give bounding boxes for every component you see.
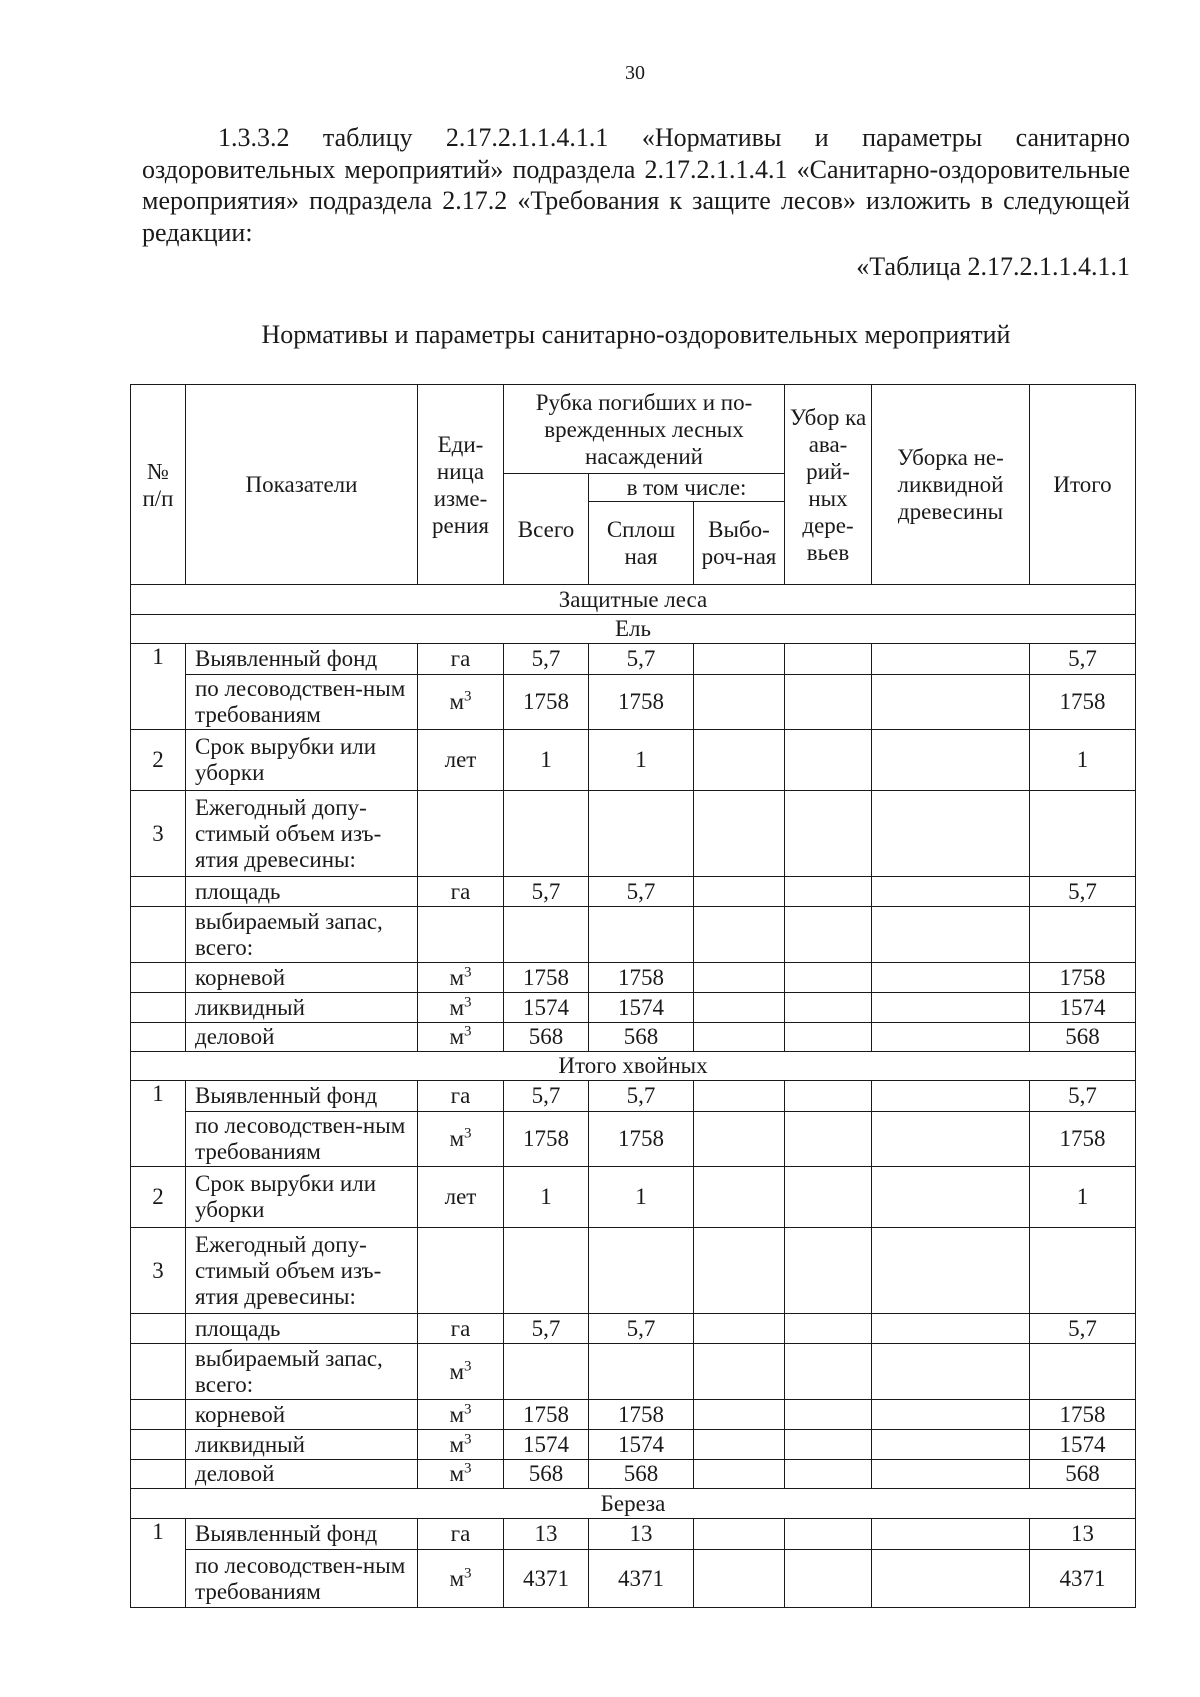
value-cell: 1758 [1030, 1112, 1136, 1167]
empty-cell [1030, 791, 1136, 877]
empty-cell [694, 907, 785, 963]
empty-cell [694, 1112, 785, 1167]
empty-cell [589, 1228, 694, 1314]
empty-cell [131, 1430, 186, 1460]
header-clear: Сплош ная [589, 502, 694, 585]
empty-cell [589, 1344, 694, 1400]
empty-cell [694, 730, 785, 791]
section-spruce: Ель [131, 615, 1136, 644]
table-title: Нормативы и параметры санитарно-оздоровительных мероприятий [261, 320, 1011, 349]
value-cell: 5,7 [589, 1081, 694, 1112]
value-cell: 13 [589, 1519, 694, 1550]
value-cell: 1758 [589, 675, 694, 730]
row-number: 3 [131, 1228, 186, 1314]
empty-cell [872, 1081, 1030, 1112]
unit-cell: $м^3$ [418, 993, 504, 1023]
row-number: 2 [131, 730, 186, 791]
indicator-label: по лесоводствен-ным требованиям [186, 675, 418, 730]
empty-cell [872, 1460, 1030, 1489]
empty-cell [131, 1344, 186, 1400]
value-cell: 1758 [504, 963, 589, 993]
empty-cell [131, 877, 186, 907]
value-cell: 1758 [504, 1400, 589, 1430]
section-conifers: Итого хвойных [131, 1052, 1136, 1081]
empty-cell [785, 675, 872, 730]
header-num: № п/п [131, 385, 186, 585]
empty-cell [872, 1167, 1030, 1228]
value-cell: 5,7 [504, 877, 589, 907]
empty-cell [131, 1460, 186, 1489]
value-cell: 568 [1030, 1023, 1136, 1052]
empty-cell [694, 791, 785, 877]
value-cell: 1574 [1030, 993, 1136, 1023]
unit-cell: га [418, 877, 504, 907]
header-including: в том числе: [589, 474, 785, 502]
value-cell: 1 [504, 1167, 589, 1228]
value-cell: 1574 [1030, 1430, 1136, 1460]
empty-cell [872, 791, 1030, 877]
empty-cell [694, 1167, 785, 1228]
empty-cell [872, 1228, 1030, 1314]
value-cell: 1758 [589, 1400, 694, 1430]
indicator-label: Выявленный фонд [186, 1519, 418, 1550]
empty-cell [872, 1519, 1030, 1550]
value-cell: 1 [589, 730, 694, 791]
value-cell: 1 [589, 1167, 694, 1228]
indicator-label: Срок вырубки или уборки [186, 1167, 418, 1228]
empty-cell [1030, 1228, 1136, 1314]
header-emergency: Убор ка ава-рий-ных дере-вьев [785, 385, 872, 585]
empty-cell [785, 1400, 872, 1430]
value-cell: 1758 [1030, 963, 1136, 993]
empty-cell [131, 1314, 186, 1344]
empty-cell [785, 1112, 872, 1167]
unit-cell: га [418, 1081, 504, 1112]
unit-cell: $м^3$ [418, 1023, 504, 1052]
empty-cell [785, 730, 872, 791]
empty-cell [131, 907, 186, 963]
empty-cell [1030, 907, 1136, 963]
indicator-label: Срок вырубки или уборки [186, 730, 418, 791]
row-number: 2 [131, 1167, 186, 1228]
value-cell: 1758 [504, 675, 589, 730]
empty-cell [418, 907, 504, 963]
table-label: «Таблица 2.17.2.1.1.4.1.1 [856, 252, 1130, 281]
indicator-label: по лесоводствен-ным требованиям [186, 1550, 418, 1608]
empty-cell [785, 1460, 872, 1489]
empty-cell [872, 1550, 1030, 1608]
header-total: Итого [1030, 385, 1136, 585]
value-cell: 5,7 [589, 644, 694, 675]
value-cell: 568 [1030, 1460, 1136, 1489]
page-number: 30 [625, 62, 645, 84]
unit-cell: $м^3$ [418, 963, 504, 993]
unit-cell: лет [418, 730, 504, 791]
empty-cell [694, 1314, 785, 1344]
empty-cell [131, 963, 186, 993]
indicator-label: деловой [186, 1023, 418, 1052]
empty-cell [694, 993, 785, 1023]
empty-cell [785, 1344, 872, 1400]
header-felling-group: Рубка погибших и по-врежденных лесных насаждений [504, 385, 785, 474]
empty-cell [872, 730, 1030, 791]
unit-cell: га [418, 644, 504, 675]
value-cell: 568 [504, 1460, 589, 1489]
indicator-label: ликвидный [186, 1430, 418, 1460]
empty-cell [504, 791, 589, 877]
empty-cell [694, 1460, 785, 1489]
section-birch: Береза [131, 1489, 1136, 1519]
value-cell: 5,7 [589, 877, 694, 907]
empty-cell [504, 1344, 589, 1400]
unit-cell: $м^3$ [418, 675, 504, 730]
indicator-label: ликвидный [186, 993, 418, 1023]
empty-cell [785, 644, 872, 675]
empty-cell [872, 993, 1030, 1023]
unit-cell: $м^3$ [418, 1550, 504, 1608]
empty-cell [694, 1550, 785, 1608]
empty-cell [694, 877, 785, 907]
empty-cell [872, 877, 1030, 907]
value-cell: 4371 [1030, 1550, 1136, 1608]
empty-cell [785, 963, 872, 993]
value-cell: 1758 [504, 1112, 589, 1167]
empty-cell [131, 993, 186, 1023]
empty-cell [694, 1519, 785, 1550]
empty-cell [785, 1430, 872, 1460]
value-cell: 5,7 [1030, 1081, 1136, 1112]
empty-cell [785, 1023, 872, 1052]
indicator-label: корневой [186, 1400, 418, 1430]
value-cell: 5,7 [504, 644, 589, 675]
empty-cell [694, 1344, 785, 1400]
header-indicator: Показатели [186, 385, 418, 585]
unit-cell: га [418, 1314, 504, 1344]
section-protective: Защитные леса [131, 585, 1136, 615]
unit-cell: $м^3$ [418, 1400, 504, 1430]
empty-cell [694, 1400, 785, 1430]
empty-cell [785, 1550, 872, 1608]
empty-cell [1030, 1344, 1136, 1400]
value-cell: 1574 [504, 993, 589, 1023]
value-cell: 568 [504, 1023, 589, 1052]
value-cell: 13 [1030, 1519, 1136, 1550]
row-number: 1 [131, 1519, 186, 1608]
indicator-label: Ежегодный допу-стимый объем изъ-ятия древесины: [186, 1228, 418, 1314]
header-unit: Еди-ница изме-рения [418, 385, 504, 585]
empty-cell [589, 791, 694, 877]
value-cell: 13 [504, 1519, 589, 1550]
unit-cell: $м^3$ [418, 1430, 504, 1460]
indicator-label: площадь [186, 877, 418, 907]
unit-cell: га [418, 1519, 504, 1550]
empty-cell [131, 1400, 186, 1430]
empty-cell [694, 1023, 785, 1052]
empty-cell [872, 1314, 1030, 1344]
value-cell: 1574 [504, 1430, 589, 1460]
value-cell: 1758 [1030, 675, 1136, 730]
empty-cell [872, 1400, 1030, 1430]
empty-cell [785, 1519, 872, 1550]
value-cell: 568 [589, 1023, 694, 1052]
empty-cell [785, 993, 872, 1023]
empty-cell [872, 963, 1030, 993]
value-cell: 5,7 [1030, 877, 1136, 907]
empty-cell [694, 1228, 785, 1314]
empty-cell [694, 1430, 785, 1460]
value-cell: 1758 [589, 1112, 694, 1167]
empty-cell [694, 1081, 785, 1112]
empty-cell [694, 963, 785, 993]
value-cell: 5,7 [1030, 644, 1136, 675]
empty-cell [872, 1112, 1030, 1167]
unit-cell: $м^3$ [418, 1112, 504, 1167]
value-cell: 568 [589, 1460, 694, 1489]
value-cell: 1 [504, 730, 589, 791]
empty-cell [694, 644, 785, 675]
empty-cell [131, 1023, 186, 1052]
empty-cell [785, 877, 872, 907]
row-number: 3 [131, 791, 186, 877]
unit-cell: $м^3$ [418, 1460, 504, 1489]
value-cell: 4371 [504, 1550, 589, 1608]
empty-cell [872, 675, 1030, 730]
indicator-label: выбираемый запас, всего: [186, 1344, 418, 1400]
empty-cell [785, 1314, 872, 1344]
row-number: 1 [131, 1081, 186, 1167]
indicator-label: Ежегодный допу-стимый объем изъ-ятия древесины: [186, 791, 418, 877]
value-cell: 1 [1030, 730, 1136, 791]
unit-cell: $м^3$ [418, 1344, 504, 1400]
value-cell: 5,7 [504, 1081, 589, 1112]
unit-cell: лет [418, 1167, 504, 1228]
value-cell: 1574 [589, 993, 694, 1023]
empty-cell [504, 907, 589, 963]
empty-cell [872, 644, 1030, 675]
empty-cell [589, 907, 694, 963]
value-cell: 1 [1030, 1167, 1136, 1228]
value-cell: 5,7 [504, 1314, 589, 1344]
indicator-label: Выявленный фонд [186, 644, 418, 675]
empty-cell [872, 1344, 1030, 1400]
indicator-label: деловой [186, 1460, 418, 1489]
header-illiquid: Уборка не-ликвидной древесины [872, 385, 1030, 585]
empty-cell [785, 791, 872, 877]
indicator-label: корневой [186, 963, 418, 993]
value-cell: 4371 [589, 1550, 694, 1608]
empty-cell [418, 791, 504, 877]
value-cell: 1758 [589, 963, 694, 993]
norms-table [130, 384, 1136, 1608]
empty-cell [418, 1228, 504, 1314]
empty-cell [872, 907, 1030, 963]
value-cell: 1758 [1030, 1400, 1136, 1430]
empty-cell [785, 1167, 872, 1228]
indicator-label: Выявленный фонд [186, 1081, 418, 1112]
empty-cell [785, 1081, 872, 1112]
header-selective: Выбо-роч-ная [694, 502, 785, 585]
row-number: 1 [131, 644, 186, 730]
header-felling-all: Всего [504, 474, 589, 585]
indicator-label: выбираемый запас, всего: [186, 907, 418, 963]
empty-cell [785, 907, 872, 963]
value-cell: 5,7 [589, 1314, 694, 1344]
intro-paragraph: 1.3.3.2 таблицу 2.17.2.1.1.4.1.1 «Нормативы и параметры санитарно оздоровительных мероприятий» подраздела 2.17.2.1.1.4.1 «Санитарно-оздоровительные мероприятия» подраздела 2.17.2 «Требования к защите лесов» изложить в следующей редакции: [142, 123, 1130, 247]
value-cell: 5,7 [1030, 1314, 1136, 1344]
empty-cell [694, 675, 785, 730]
value-cell: 1574 [589, 1430, 694, 1460]
indicator-label: по лесоводствен-ным требованиям [186, 1112, 418, 1167]
empty-cell [872, 1023, 1030, 1052]
empty-cell [785, 1228, 872, 1314]
empty-cell [504, 1228, 589, 1314]
empty-cell [872, 1430, 1030, 1460]
indicator-label: площадь [186, 1314, 418, 1344]
